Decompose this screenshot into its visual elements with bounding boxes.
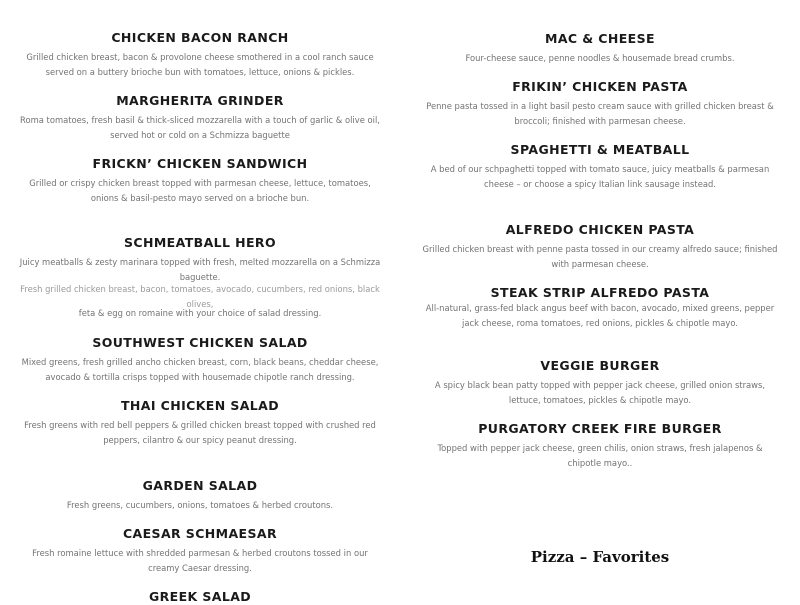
menu-item-title: SOUTHWEST CHICKEN SALAD — [92, 335, 308, 350]
menu-item-alfredo-chicken-pasta — [420, 222, 780, 272]
menu-item-margherita-grinder — [18, 93, 382, 143]
menu-item-description: Fresh greens, cucumbers, onions, tomatoes & herbed croutons. — [66, 500, 334, 510]
menu-item-description: Roma tomatoes, fresh basil & thick-sliced mozzarella with a touch of garlic & olive oil, served hot or cold on a Schmizza baguette — [20, 115, 380, 140]
menu-item-thai-chicken-salad — [18, 398, 382, 448]
menu-item-title: PURGATORY CREEK FIRE BURGER — [478, 421, 722, 436]
menu-item-veggie-burger — [420, 358, 780, 408]
menu-item-title: GREEK SALAD — [148, 589, 252, 604]
menu-item-caesar-schmaesar — [18, 526, 382, 576]
menu-item-steak-strip-alfredo-pasta — [420, 285, 780, 331]
menu-item-title: MARGHERITA GRINDER — [116, 93, 284, 108]
menu-item-description: Fresh romaine lettuce with shredded parmesan & herbed croutons tossed in our creamy Caesar dressing. — [32, 548, 368, 573]
menu-item-description: Mixed greens, fresh grilled ancho chicken breast, corn, black beans, cheddar cheese, avocado & tortilla crisps topped with housemade chipotle ranch dressing. — [21, 357, 379, 382]
menu-item-purgatory-creek-fire-burger — [420, 421, 780, 471]
menu-item-title: SPAGHETTI & MEATBALL — [510, 142, 690, 157]
clipped-description-text: Fresh grilled chicken breast, bacon, tomatoes, avocado, cucumbers, red onions, black olives, — [20, 284, 380, 309]
menu-item-title: STEAK STRIP ALFREDO PASTA — [490, 285, 710, 300]
menu-item-chicken-bacon-ranch — [18, 30, 382, 80]
menu-item-title: GARDEN SALAD — [142, 478, 258, 493]
left-menu-column — [0, 0, 400, 604]
menu-item-description: Juicy meatballs & zesty marinara topped with fresh, melted mozzarella on a Schmizza baguette. — [19, 257, 381, 282]
menu-item-description: Fresh greens with red bell peppers & grilled chicken breast topped with crushed red peppers, cilantro & our spicy peanut dressing. — [24, 420, 376, 445]
menu-item-title: FRICKN’ CHICKEN SANDWICH — [92, 156, 308, 171]
clipped-description-line — [18, 284, 382, 309]
menu-item-southwest-chicken-salad — [18, 335, 382, 385]
menu-item-frikin-chicken-pasta — [420, 79, 780, 129]
menu-item-title: CAESAR SCHMAESAR — [122, 526, 278, 541]
menu-item-description: Grilled chicken breast with penne pasta tossed in our creamy alfredo sauce; finished with parmesan cheese. — [422, 244, 778, 269]
menu-item-mac-and-cheese — [420, 31, 780, 66]
menu-item-title: VEGGIE BURGER — [540, 358, 660, 373]
menu-item-description: A spicy black bean patty topped with pepper jack cheese, grilled onion straws, lettuce, tomatoes, pickles & chipotle mayo. — [434, 380, 766, 405]
menu-item-schmeatball-hero — [18, 235, 382, 285]
menu-item-description: Grilled chicken breast, bacon & provolone cheese smothered in a cool ranch sauce served on a buttery brioche bun with tomatoes, lettuce, onions & pickles. — [26, 52, 374, 77]
menu-item-frickn-chicken-sandwich — [18, 156, 382, 206]
menu-item-description: Penne pasta tossed in a light basil pesto cream sauce with grilled chicken breast & broccoli; finished with parmesan cheese. — [426, 101, 774, 126]
menu-item-title: THAI CHICKEN SALAD — [120, 398, 280, 413]
menu-item-greek-salad — [18, 589, 382, 605]
orphan-description: feta & egg on romaine with your choice of salad dressing. — [78, 308, 322, 318]
menu-item-description: Four-cheese sauce, penne noodles & housemade bread crumbs. — [465, 53, 735, 63]
menu-item-description: All-natural, grass-fed black angus beef with bacon, avocado, mixed greens, pepper jack cheese, roma tomatoes, red onions, pickles & chipotle mayo. — [425, 303, 775, 328]
right-menu-column — [400, 0, 800, 600]
menu-item-title: ALFREDO CHICKEN PASTA — [505, 222, 695, 237]
menu-item-description: A bed of our schpaghetti topped with tomato sauce, juicy meatballs & parmesan cheese – or choose a spicy Italian link sausage instead. — [430, 164, 770, 189]
menu-item-garden-salad — [18, 478, 382, 513]
menu-item-title: FRIKIN’ CHICKEN PASTA — [512, 79, 688, 94]
menu-item-description: Grilled or crispy chicken breast topped with parmesan cheese, lettuce, tomatoes, onions & basil-pesto mayo served on a brioche bun. — [29, 178, 371, 203]
menu-item-spaghetti-and-meatball — [420, 142, 780, 192]
menu-item-title: CHICKEN BACON RANCH — [111, 30, 289, 45]
section-heading-pizza-favorites: Pizza – Favorites — [530, 548, 670, 566]
menu-item-description: Topped with pepper jack cheese, green chilis, onion straws, fresh jalapenos & chipotle mayo.. — [437, 443, 763, 468]
menu-item-title: SCHMEATBALL HERO — [124, 235, 276, 250]
menu-item-title: MAC & CHEESE — [545, 31, 655, 46]
